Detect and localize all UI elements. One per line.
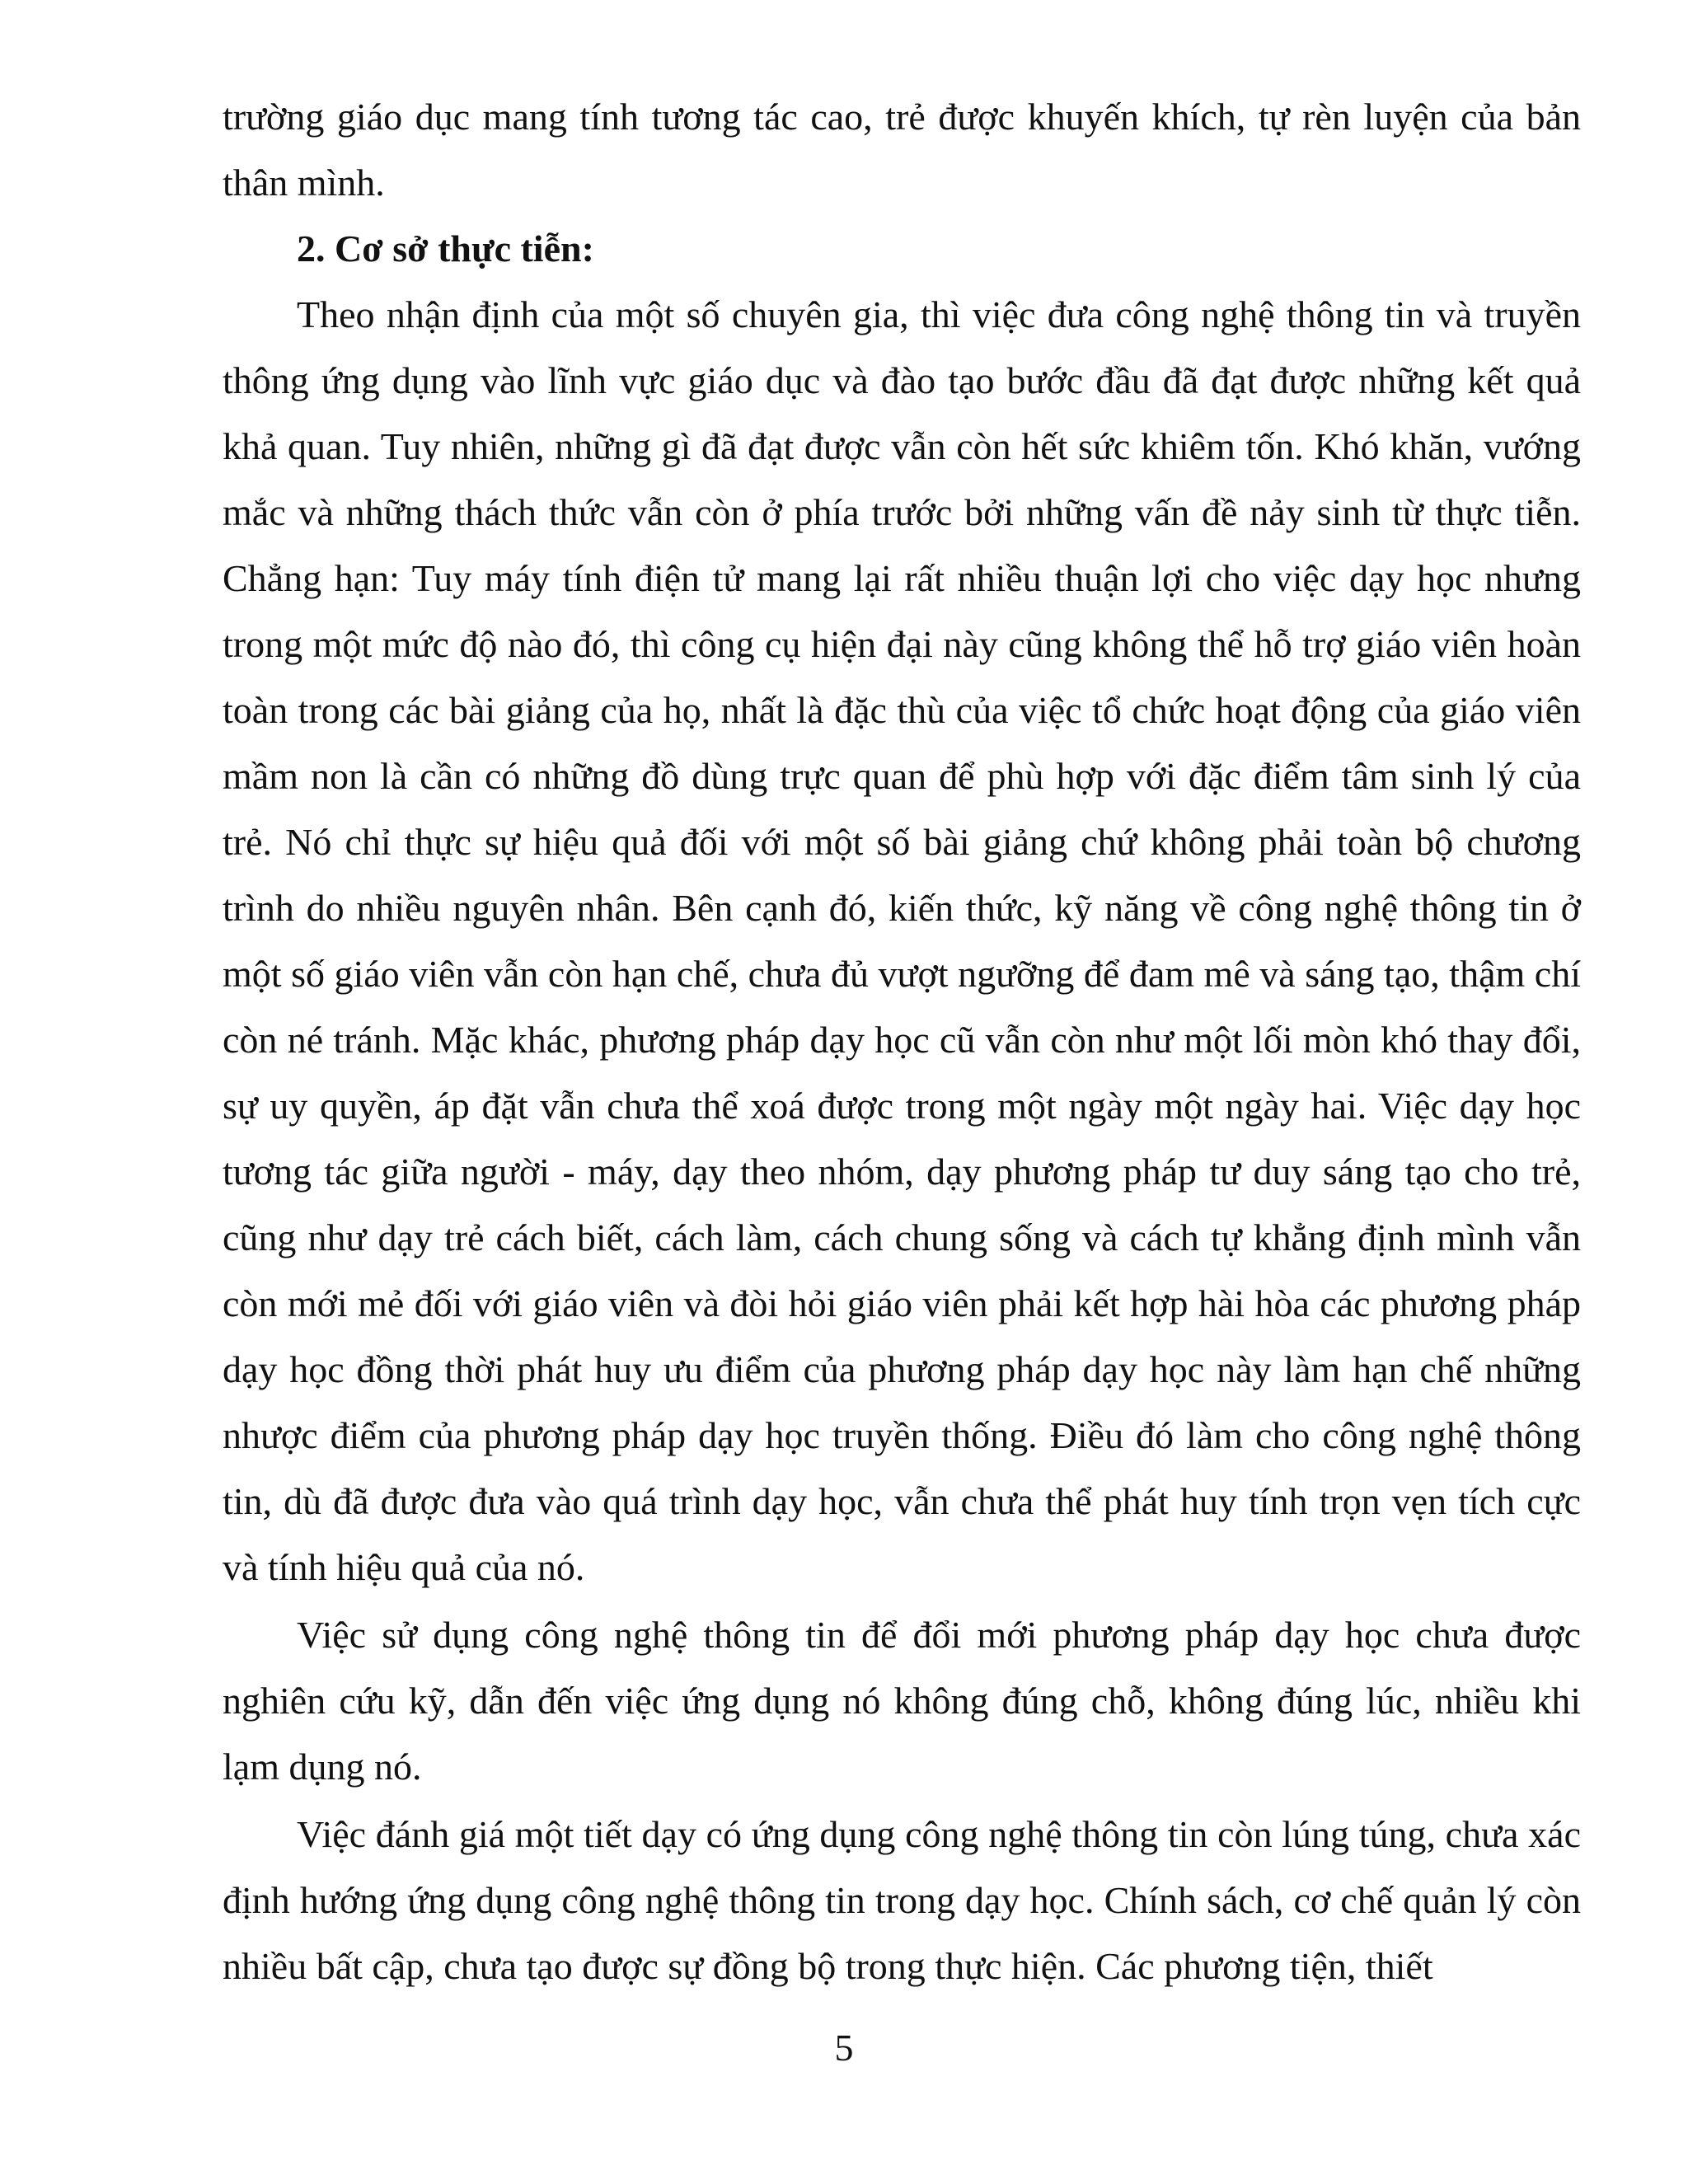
paragraph-it-usage: Việc sử dụng công nghệ thông tin để đổi mới phương pháp dạy học chưa được nghiên cứu kỹ, dẫn đến việc ứng dụng nó không đúng chỗ, không đúng lúc, nhiều khi lạm dụng nó. [223, 1614, 1581, 1788]
section-heading: 2. Cơ sở thực tiễn: [297, 227, 594, 269]
paragraph-evaluation: Việc đánh giá một tiết dạy có ứng dụng công nghệ thông tin còn lúng túng, chưa xác định hướng ứng dụng công nghệ thông tin trong dạy học. Chính sách, cơ chế quản lý còn nhiều bất cập, chưa tạo được sự đồng bộ trong thực hiện. Các phương tiện, thiết [223, 1813, 1581, 1987]
paragraph-practical-basis: Theo nhận định của một số chuyên gia, thì việc đưa công nghệ thông tin và truyền thông ứng dụng vào lĩnh vực giáo dục và đào tạo bước đầu đã đạt được những kết quả khả quan. Tuy nhiên, những gì đã đạt được vẫn còn hết sức khiêm tốn. Khó khăn, vướng mắc và những thách thức vẫn còn ở phía trước bởi những vấn đề nảy sinh từ thực tiễn. Chẳng hạn: Tuy máy tính điện tử mang lại rất nhiều thuận lợi cho việc dạy học nhưng trong một mức độ nào đó, thì công cụ hiện đại này cũng không thể hỗ trợ giáo viên hoàn toàn trong các bài giảng của họ, nhất là đặc thù của việc tổ chức hoạt động của giáo viên mầm non là cần có những đồ dùng trực quan để phù hợp với đặc điểm tâm sinh lý của trẻ. Nó chỉ thực sự hiệu quả đối với một số bài giảng chứ không phải toàn bộ chương trình do nhiều nguyên nhân. Bên cạnh đó, kiến thức, kỹ năng về công nghệ thông tin ở một số giáo viên vẫn còn hạn chế, chưa đủ vượt ngưỡng để đam mê và sáng tạo, thậm chí còn né tránh. Mặc khác, phương pháp dạy học cũ vẫn còn như một lối mòn khó thay đổi, sự uy quyền, áp đặt vẫn chưa thể xoá được trong một ngày một ngày hai. Việc dạy học tương tác giữa người - máy, dạy theo nhóm, dạy phương pháp tư duy sáng tạo cho trẻ, cũng như dạy trẻ cách biết, cách làm, cách chung sống và cách tự khẳng định mình vẫn còn mới mẻ đối với giáo viên và đòi hỏi giáo viên phải kết hợp hài hòa các phương pháp dạy học đồng thời phát huy ưu điểm của phương pháp dạy học này làm hạn chế những nhược điểm của phương pháp dạy học truyền thống. Điều đó làm cho công nghệ thông tin, dù đã được đưa vào quá trình dạy học, vẫn chưa thể phát huy tính trọn vẹn tích cực và tính hiệu quả của nó. [223, 293, 1581, 1588]
document-body [223, 84, 1581, 1999]
page-number: 5 [834, 2027, 854, 2069]
continuation-paragraph: trường giáo dục mang tính tương tác cao, trẻ được khuyến khích, tự rèn luyện của bản thân mình. [223, 96, 1581, 204]
